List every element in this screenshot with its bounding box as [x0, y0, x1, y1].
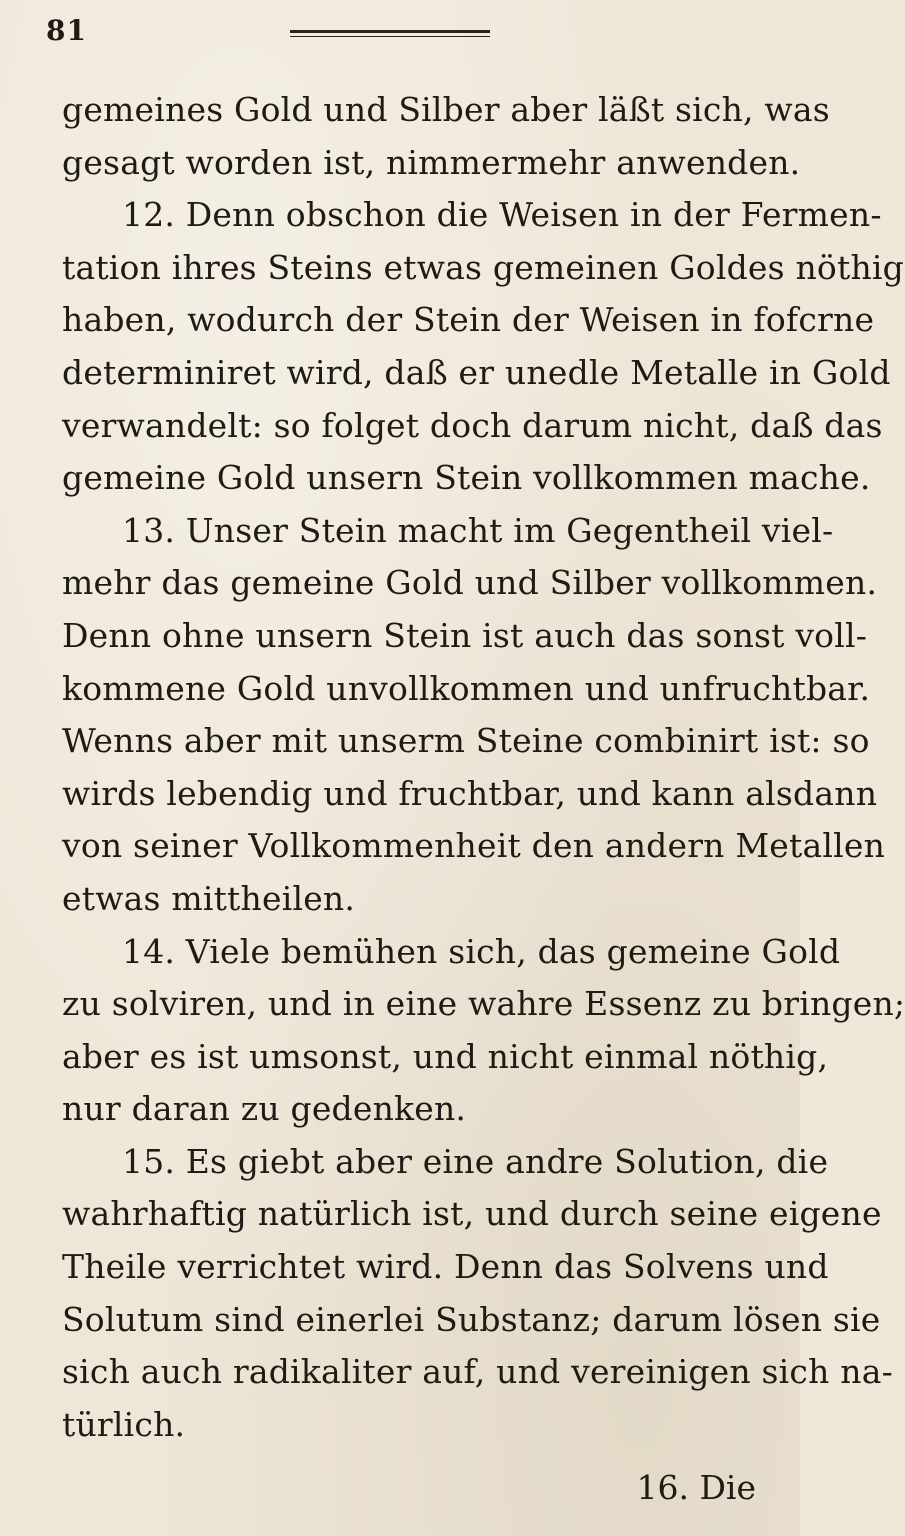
text-line: von seiner Vollkommenheit den andern Metallen [62, 826, 886, 866]
text-line: sich auch radikaliter auf, und vereinigen sich na- [62, 1352, 893, 1392]
text-line: gemeine Gold unsern Stein vollkommen mache. [62, 458, 871, 498]
text-line: etwas mittheilen. [62, 878, 356, 918]
catchword: 16. Die [636, 1468, 756, 1507]
text-line: Denn ohne unsern Stein ist auch das sonst voll- [62, 615, 868, 655]
text-line: 13. Unser Stein macht im Gegentheil viel- [122, 510, 834, 550]
page-number: 81 [46, 14, 87, 47]
text-line: aber es ist umsonst, und nicht einmal nöthig, [62, 1036, 829, 1076]
text-line: gesagt worden ist, nimmermehr anwenden. [62, 142, 801, 182]
body-text [62, 84, 905, 1451]
text-line: 12. Denn obschon die Weisen in der Fermen- [122, 195, 882, 235]
text-line: nur daran zu gedenken. [62, 1089, 467, 1129]
text-line: tation ihres Steins etwas gemeinen Goldes nöthig [62, 247, 904, 287]
text-line: mehr das gemeine Gold und Silber vollkommen. [62, 563, 878, 603]
text-line: Solutum sind einerlei Substanz; darum lösen sie [62, 1299, 881, 1339]
text-line: wahrhaftig natürlich ist, und durch seine eigene [62, 1194, 882, 1234]
text-line: zu solviren, und in eine wahre Essenz zu bringen; [62, 984, 905, 1024]
text-line: determiniret wird, daß er unedle Metalle in Gold [62, 352, 891, 392]
text-line: Wenns aber mit unserm Steine combinirt ist: so [62, 721, 870, 761]
text-line: 15. Es giebt aber eine andre Solution, die [122, 1141, 829, 1181]
header-rule [290, 30, 490, 37]
text-line: wirds lebendig und fruchtbar, und kann alsdann [62, 773, 878, 813]
text-line: verwandelt: so folget doch darum nicht, daß das [62, 405, 883, 445]
text-line: 14. Viele bemühen sich, das gemeine Gold [122, 931, 841, 971]
text-line: Theile verrichtet wird. Denn das Solvens und [62, 1247, 829, 1287]
text-line: gemeines Gold und Silber aber läßt sich, was [62, 90, 830, 129]
text-line: kommene Gold unvollkommen und unfruchtbar. [62, 668, 871, 708]
text-line: haben, wodurch der Stein der Weisen in fofcrne [62, 300, 875, 340]
text-line: türlich. [62, 1404, 186, 1444]
